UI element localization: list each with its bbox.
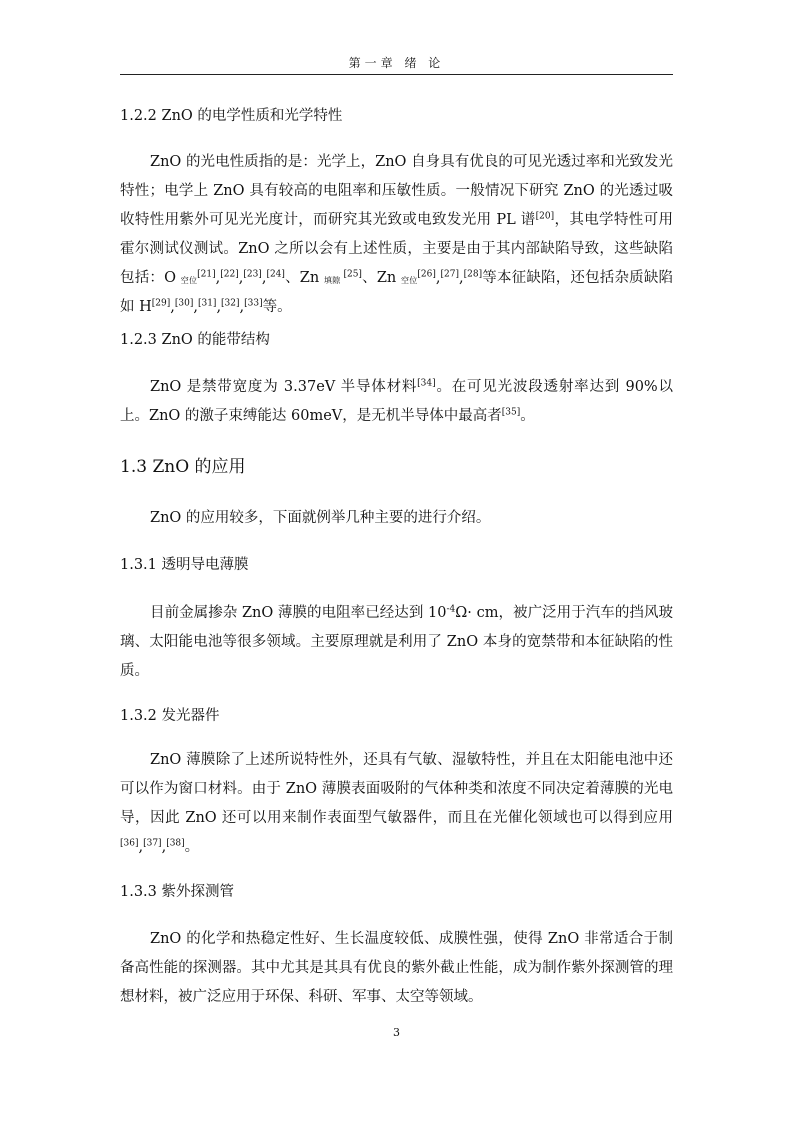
- citation: [22]: [220, 269, 239, 280]
- paragraph-optoelectronic-properties: ZnO 的光电性质指的是：光学上，ZnO 自身具有优良的可见光透过率和光致发光特性；电学上 ZnO 具有较高的电阻率和压敏性质。一般情况下研究 ZnO 的光透过吸收特性用紫外可见光光度计，而研究其光致或电致发光用 PL 谱[20]，其电学特性可用霍尔测试仪测试。ZnO 之所以会有上述性质，主要是由于其内部缺陷导致，这些缺陷包括：O $_{空位}$[21],[22],[23],[24]、Zn $_{填隙}$ [25]、Zn $_{空位}$[26],[27],[28]等本征缺陷，还包括杂质缺陷如 H[29],[30],[31],[32],[33]等。: [120, 154, 674, 315]
- paragraph-transparent-conductive-film: 目前金属掺杂 ZnO 薄膜的电阻率已经达到 $10^{-4}\Omega\cdot$ cm，被广泛用于汽车的挡风玻璃、太阳能电池等很多领域。主要原理就是利用了 ZnO 本身的宽禁带和本征缺陷的性质。: [120, 604, 673, 679]
- subscript-label: 空位: [401, 276, 418, 286]
- subscript-label: 填隙: [324, 276, 341, 286]
- citation: [26]: [417, 269, 436, 280]
- heading-1-2-2: 1.2.2 ZnO 的电学性质和光学特性: [120, 108, 343, 124]
- heading-1-3: 1.3 ZnO 的应用: [120, 457, 246, 477]
- paragraph-light-emitting-devices: ZnO 薄膜除了上述所说特性外，还具有气敏、湿敏特性，并且在太阳能电池中还可以作为窗口材料。由于 ZnO 薄膜表面吸附的气体种类和浓度不同决定着薄膜的光电导，因此 ZnO 还可以用来制作表面型气敏器件，而且在光催化领域也可以得到应用 [36],[37],[38]。: [120, 752, 673, 855]
- paragraph-band-structure: ZnO 是禁带宽度为 3.37eV 半导体材料[34]。在可见光波段透射率达到 90%以上。ZnO 的激子束缚能达 60meV，是无机半导体中最高者[35]。: [120, 378, 673, 424]
- heading-1-3-3: 1.3.3 紫外探测管: [120, 884, 235, 900]
- citation: [31]: [197, 298, 217, 309]
- paragraph-uv-detector: ZnO 的化学和热稳定性好、生长温度较低、成膜性强，使得 ZnO 非常适合于制备高性能的探测器。其中尤其是其具有优良的紫外截止性能，成为制作紫外探测管的理想材料，被广泛应用于环保、科研、军事、太空等领域。: [120, 931, 673, 1005]
- paragraph-applications-intro: ZnO 的应用较多，下面就例举几种主要的进行介绍。: [150, 510, 491, 526]
- citation: [36]: [120, 838, 139, 849]
- citation: [30]: [174, 298, 194, 309]
- citation: [29]: [151, 298, 171, 309]
- citation: [20]: [535, 211, 555, 222]
- exponent: -4: [446, 604, 456, 615]
- citation: [27]: [440, 269, 459, 280]
- citation: [34]: [417, 378, 436, 389]
- page-number: 3: [393, 1026, 400, 1039]
- citation: [25]: [340, 269, 362, 280]
- citation: [38]: [166, 838, 185, 849]
- citation: [37]: [143, 838, 162, 849]
- citation: [32]: [221, 298, 240, 309]
- header-rule: [120, 74, 673, 75]
- citation: [21]: [197, 269, 216, 280]
- citation: [28]: [463, 269, 483, 280]
- heading-1-3-1: 1.3.1 透明导电薄膜: [120, 557, 249, 573]
- citation: [35]: [501, 407, 521, 418]
- heading-1-3-2: 1.3.2 发光器件: [120, 708, 220, 724]
- heading-1-2-3: 1.2.3 ZnO 的能带结构: [120, 332, 270, 348]
- citation: [33]: [244, 298, 263, 309]
- running-header: 第一章 绪 论: [348, 56, 445, 70]
- citation: [23]: [243, 269, 262, 280]
- citation: [24]: [266, 269, 285, 280]
- subscript-label: 空位: [180, 276, 198, 286]
